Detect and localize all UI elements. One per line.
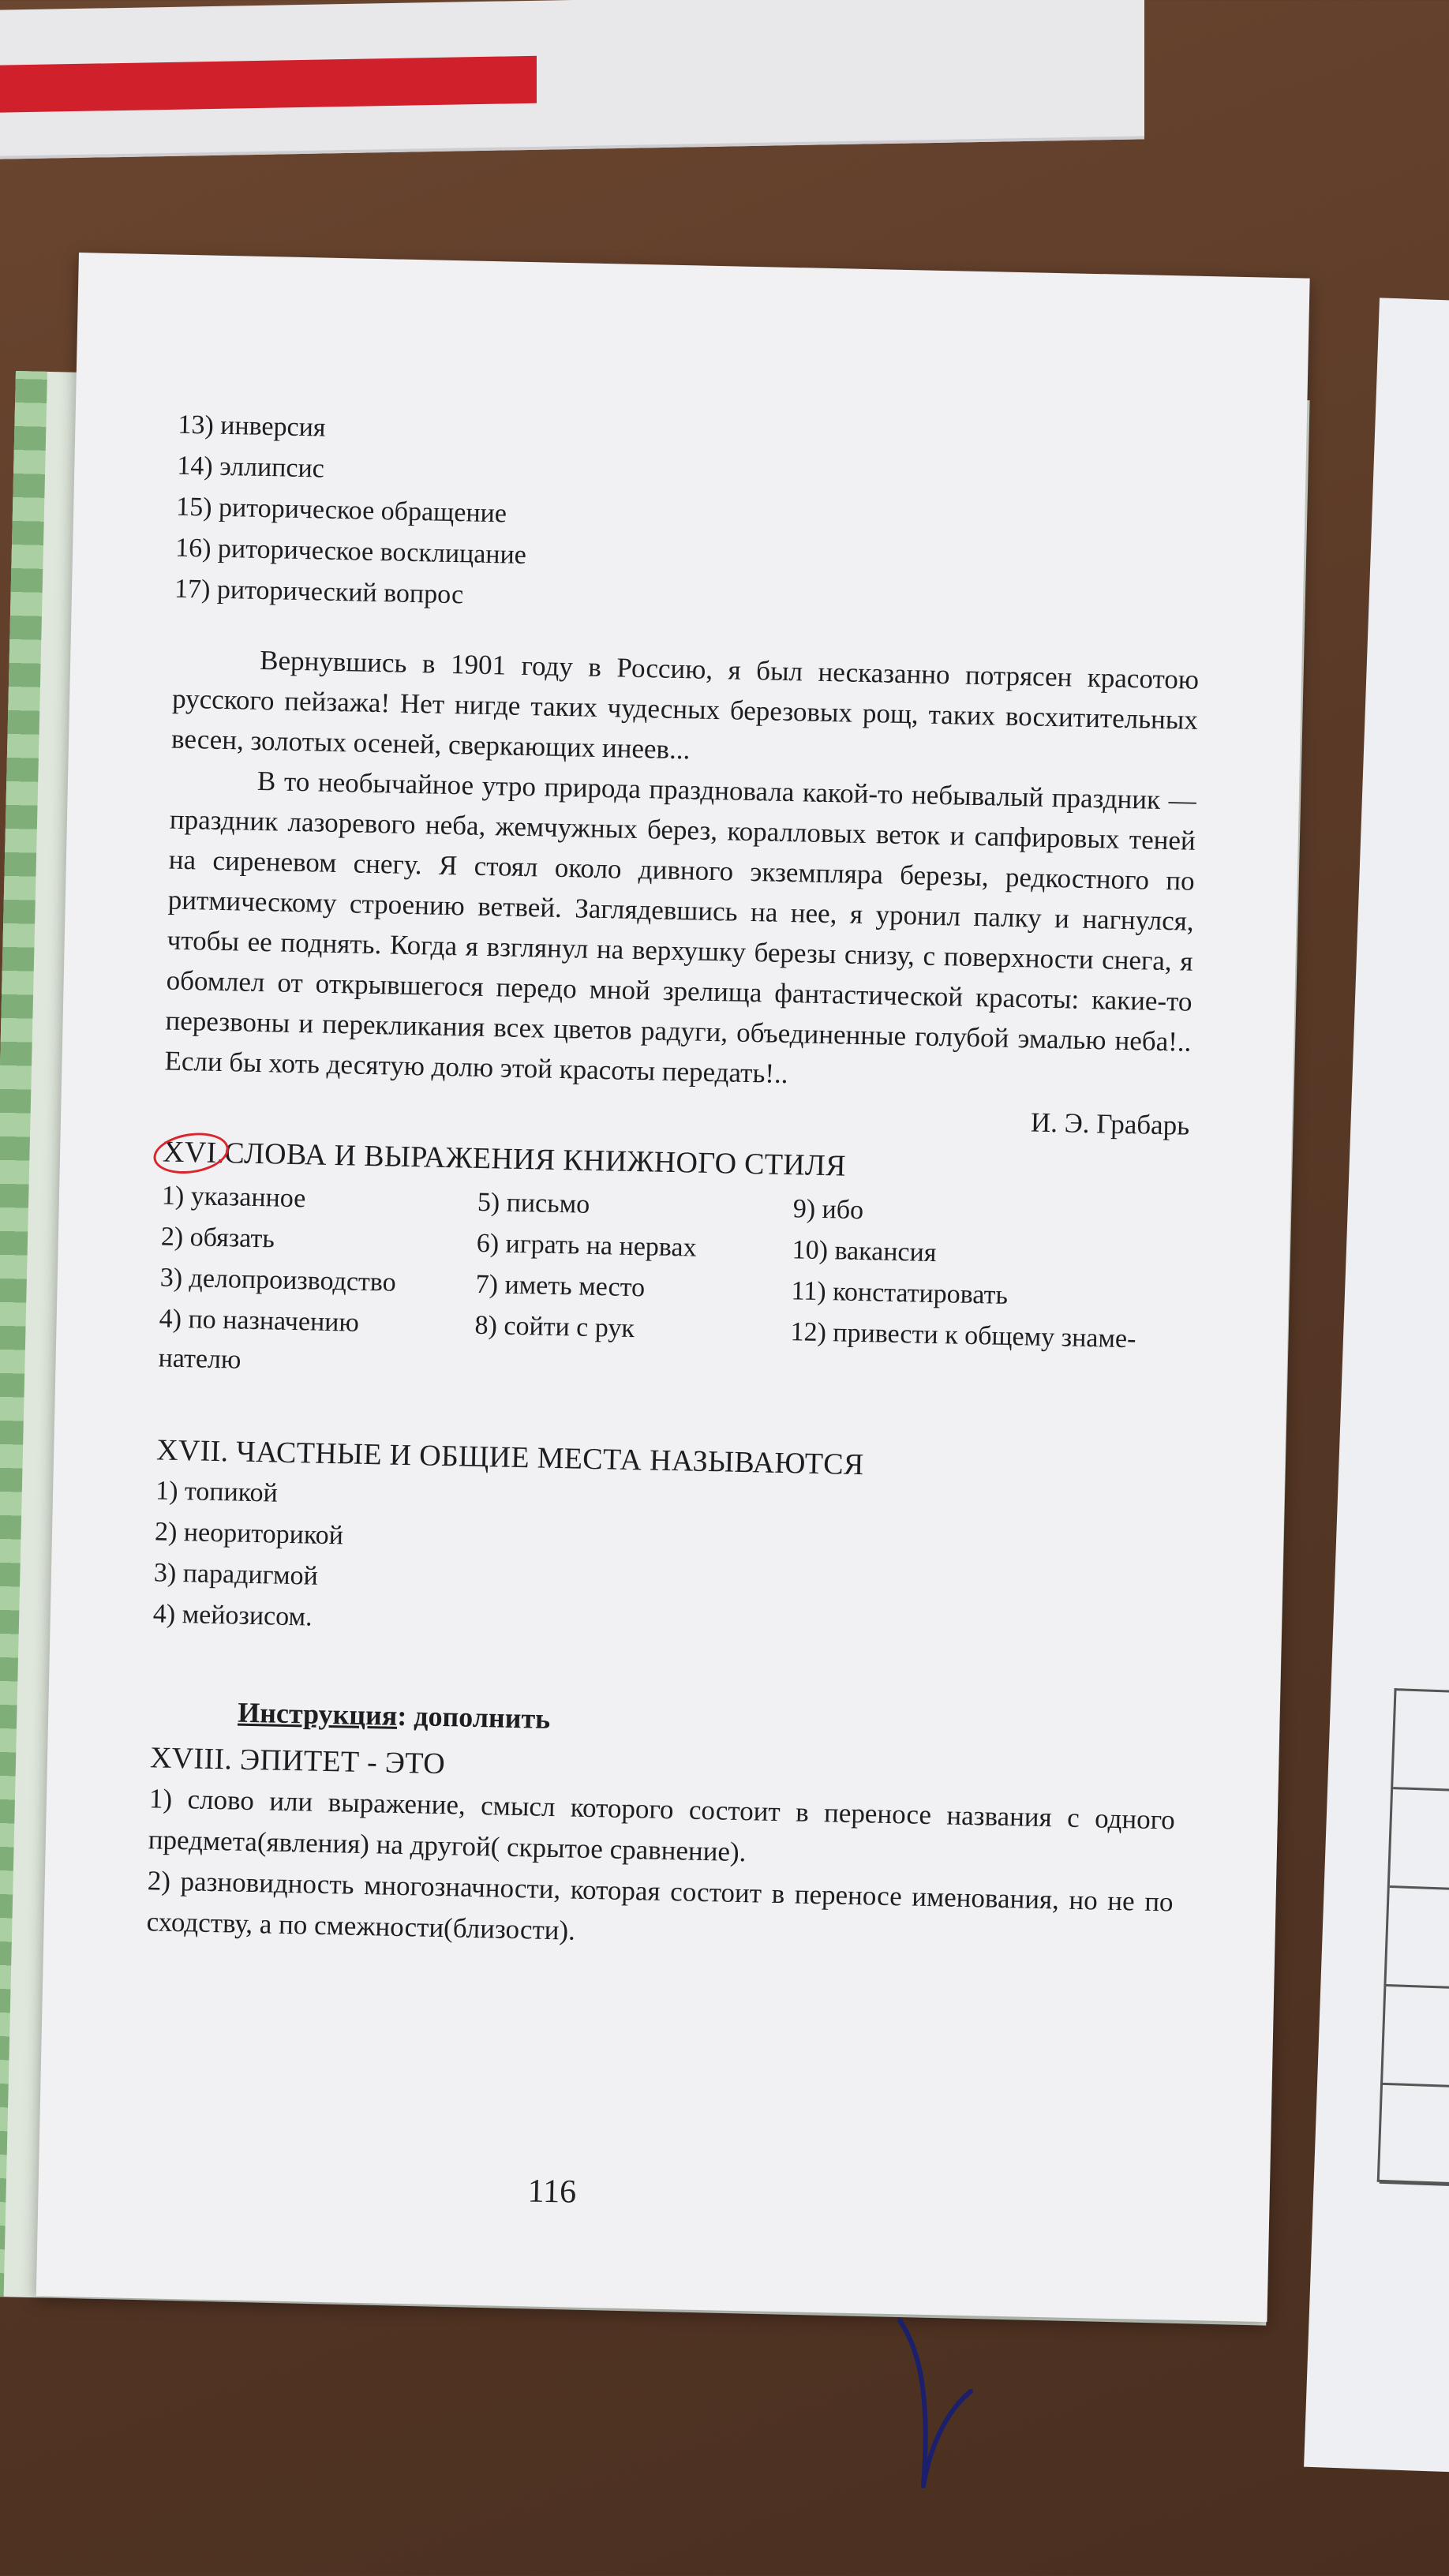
list-item: 16) риторическое восклицание bbox=[174, 533, 527, 570]
section-17-options bbox=[152, 1470, 1181, 1656]
list-item: 14) эллипсис bbox=[176, 451, 325, 484]
section-18-title: XVIII. ЭПИТЕТ - ЭТО bbox=[149, 1741, 446, 1781]
book-page bbox=[36, 253, 1310, 2322]
section-17-title: XVII. ЧАСТНЫЕ И ОБЩИЕ МЕСТА НАЗЫВАЮТСЯ bbox=[155, 1433, 865, 1482]
option-item: 6) играть на нервах bbox=[476, 1228, 697, 1263]
options-column-3 bbox=[789, 1189, 1204, 1401]
option-item: 3) парадигмой bbox=[153, 1558, 319, 1591]
book-on-top bbox=[0, 0, 1144, 159]
option-item: 5) письмо bbox=[477, 1187, 590, 1219]
list-item: 13) инверсия bbox=[178, 410, 326, 443]
option-item: 2) обязать bbox=[160, 1222, 275, 1254]
option-item: 4) мейозисом. bbox=[152, 1599, 313, 1632]
section-16-options bbox=[158, 1175, 1188, 1400]
option-item: 3) делопроизводство bbox=[159, 1263, 397, 1297]
option-item: 2) неориторикой bbox=[154, 1517, 344, 1551]
answer-option-2: 2) разновидность многозначности, которая состоит в переносе именования, но не по сходству, а по смежности(близости). bbox=[146, 1865, 1174, 1946]
passage-paragraph-1: Вернувшись в 1901 году в Россию, я был несказанно потрясен красотою русского пейзажа! Нет нигде таких чудесных березовых рощ, таких восхитительных весен, золотых осеней, сверкающих инеев... bbox=[170, 644, 1200, 766]
option-item: 8) сойти с рук bbox=[474, 1310, 635, 1344]
option-item: 12) привести к общему знаме- bbox=[790, 1317, 1136, 1354]
option-item: 1) указанное bbox=[161, 1181, 306, 1214]
option-item: 1) топикой bbox=[155, 1476, 279, 1508]
option-item: 7) иметь место bbox=[475, 1269, 646, 1303]
option-item: 4) по назначению bbox=[159, 1304, 360, 1338]
section-16-title: СЛОВА И ВЫРАЖЕНИЯ КНИЖНОГО СТИЛЯ bbox=[223, 1136, 847, 1183]
passage-paragraph-2: В то необычайное утро природа праздновала какой-то небывалый праздник — праздник лазоревого неба, жемчужных берез, коралловых веток и сапфировых теней на сиреневом снегу. Я стоял около дивного экземпляра березы, редкостного по ритмическому строению ветвей. Заглядевшись на нее, я уронил палку и нагнулся, чтобы ее поднять. Когда я взглянул на верхушку березы снизу, с поверхности снега, я обомлел от открывшегося передо мной зрелища фантастической красоты: какие-то перезвоны и перекликания всех цветов радуги, объединенные голубой эмалью неба!.. Если бы хоть десятую долю этой красоты передать!.. bbox=[164, 765, 1197, 1090]
instruction-text: : дополнить bbox=[396, 1699, 551, 1735]
list-item: 15) риторическое обращение bbox=[175, 492, 507, 529]
options-column-1 bbox=[158, 1175, 477, 1385]
term-list bbox=[174, 405, 1204, 631]
option-continuation: нателю bbox=[158, 1343, 242, 1375]
answer-option-1: 1) слово или выражение, смысл которого состоит в переносе названия с одного предмета(явления) на другой( скрытое сравнение). bbox=[148, 1783, 1176, 1868]
option-item: 9) ибо bbox=[792, 1194, 864, 1226]
page-content bbox=[146, 405, 1204, 1964]
book-spine-pattern bbox=[0, 371, 47, 2297]
adjacent-page-table bbox=[1377, 1688, 1449, 2185]
page-number: 116 bbox=[527, 2173, 577, 2211]
adjacent-page bbox=[1304, 298, 1449, 2472]
book-red-stripe bbox=[0, 56, 537, 113]
passage-author: И. Э. Грабарь bbox=[1030, 1106, 1190, 1141]
section-16-number: XVI. bbox=[163, 1131, 225, 1174]
instruction-label: Инструкция bbox=[237, 1696, 398, 1732]
pen-mark-icon bbox=[884, 2312, 979, 2494]
option-item: 11) констатировать bbox=[791, 1276, 1009, 1310]
option-item: 10) вакансия bbox=[792, 1235, 937, 1268]
list-item: 17) риторический вопрос bbox=[174, 574, 464, 610]
options-column-2 bbox=[474, 1182, 793, 1392]
